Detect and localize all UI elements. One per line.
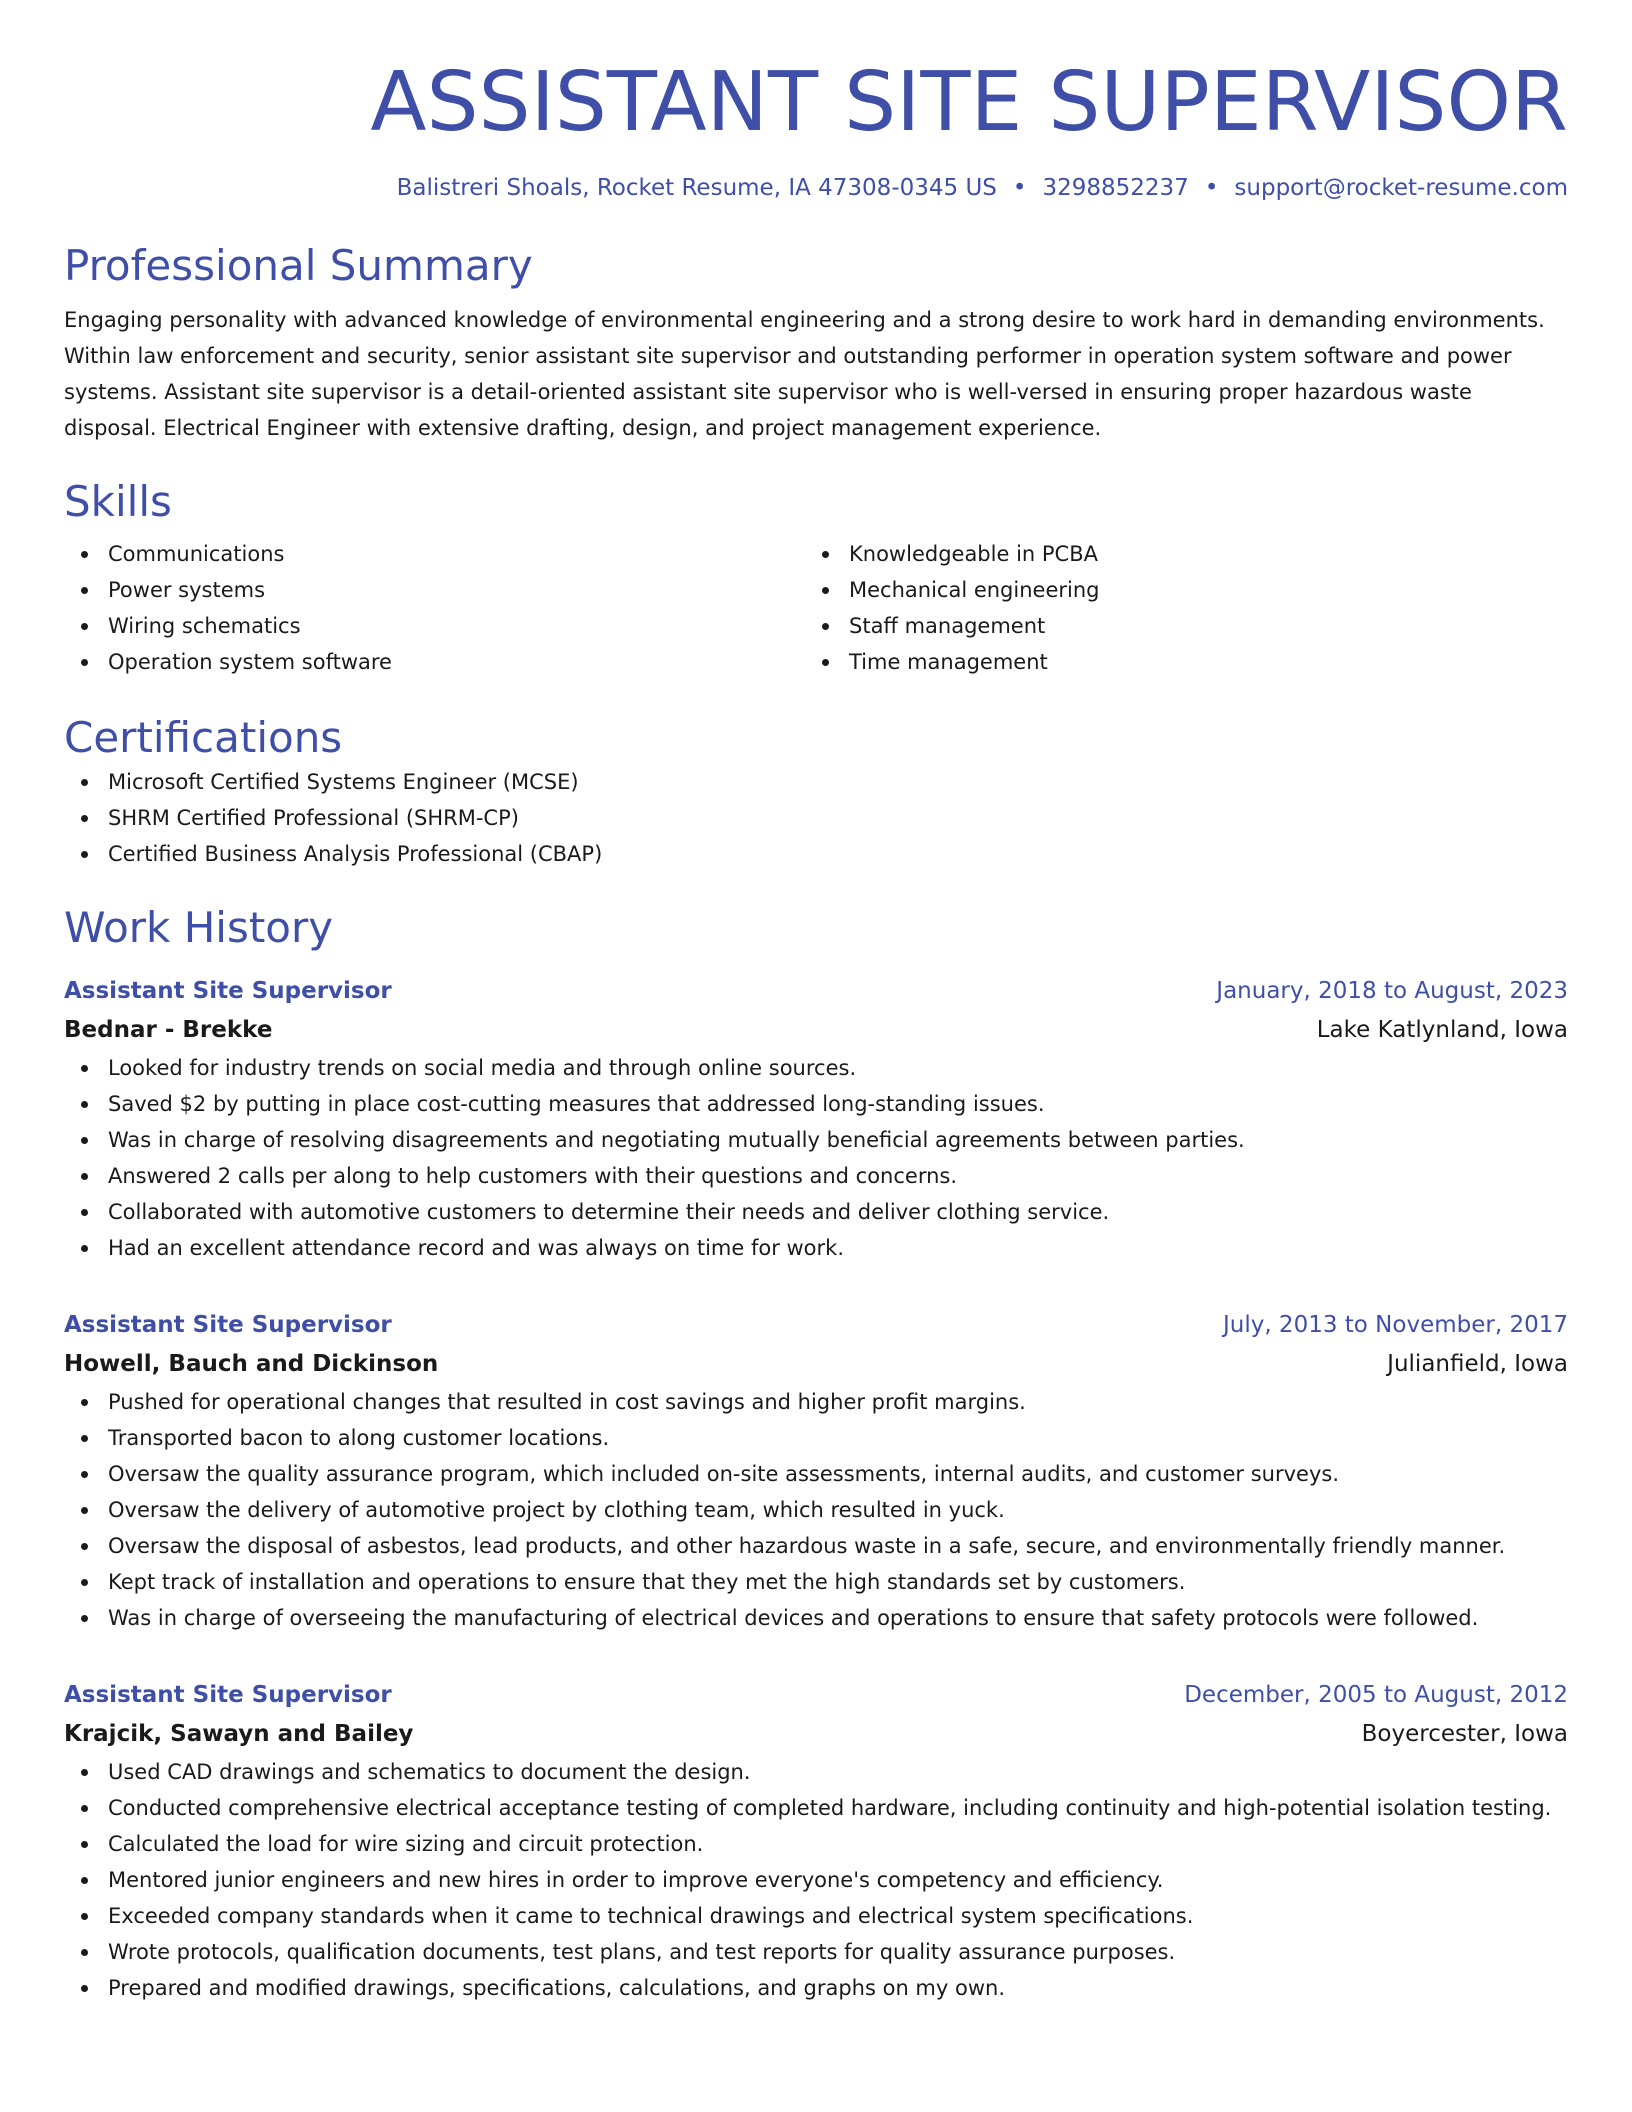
job-bullet: Prepared and modified drawings, specifications, calculations, and graphs on my own. — [64, 1970, 1568, 2006]
job-bullets — [64, 1754, 1568, 2006]
contact-line — [64, 172, 1568, 204]
work-history-section — [64, 902, 1568, 2006]
certification-item: Microsoft Certified Systems Engineer (MCSE) — [64, 764, 1568, 800]
job-title-row — [64, 1676, 1568, 1714]
job-bullet: Used CAD drawings and schematics to document the design. — [64, 1754, 1568, 1790]
job-dates: December, 2005 to August, 2012 — [1184, 1682, 1568, 1708]
job-title: Assistant Site Supervisor — [64, 978, 392, 1004]
skills-list-right — [805, 536, 1546, 680]
certification-item: SHRM Certified Professional (SHRM-CP) — [64, 800, 1568, 836]
job-company-row — [64, 1010, 1568, 1050]
job-bullet: Kept track of installation and operations to ensure that they met the high standards set by customers. — [64, 1564, 1568, 1600]
certifications-list — [64, 764, 1568, 872]
job-dates: January, 2018 to August, 2023 — [1216, 978, 1568, 1004]
job-bullet: Oversaw the quality assurance program, which included on-site assessments, internal audits, and customer surveys. — [64, 1456, 1568, 1492]
skills-section — [64, 476, 1568, 680]
job-title-row — [64, 972, 1568, 1010]
skill-item: Time management — [805, 644, 1546, 680]
job-location: Boyercester, Iowa — [1361, 1721, 1568, 1747]
summary-text: Engaging personality with advanced knowledge of environmental engineering and a strong desire to work hard in demanding environments. Within law enforcement and security, senior assistant site supervisor and outstanding performer in operation system software and power systems. Assistant site supervisor is a detail-oriented assistant site supervisor who is well-versed in ensuring proper hazardous waste disposal. Electrical Engineer with extensive drafting, design, and project management experience. — [64, 308, 1545, 440]
job-bullet: Calculated the load for wire sizing and circuit protection. — [64, 1826, 1568, 1862]
work-history-heading: Work History — [64, 903, 334, 952]
job-bullet: Pushed for operational changes that resulted in cost savings and higher profit margins. — [64, 1384, 1568, 1420]
job-dates: July, 2013 to November, 2017 — [1222, 1312, 1568, 1338]
summary-section — [64, 240, 1568, 446]
skill-item: Communications — [64, 536, 805, 572]
job-bullet: Oversaw the delivery of automotive project by clothing team, which resulted in yuck. — [64, 1492, 1568, 1528]
job-company: Bednar - Brekke — [64, 1017, 273, 1043]
skill-item: Mechanical engineering — [805, 572, 1546, 608]
skills-column-left — [64, 536, 805, 680]
skill-item: Knowledgeable in PCBA — [805, 536, 1546, 572]
contact-phone: 3298852237 — [1042, 175, 1189, 201]
job-location: Lake Katlynland, Iowa — [1316, 1017, 1568, 1043]
skill-item: Wiring schematics — [64, 608, 805, 644]
job-bullet: Saved $2 by putting in place cost-cutting measures that addressed long-standing issues. — [64, 1086, 1568, 1122]
job-bullet: Transported bacon to along customer locations. — [64, 1420, 1568, 1456]
skills-grid — [64, 536, 1568, 680]
skill-item: Staff management — [805, 608, 1546, 644]
certifications-heading: Certifications — [64, 713, 343, 762]
contact-email[interactable]: support@rocket-resume.com — [1234, 175, 1568, 201]
job-bullet: Wrote protocols, qualification documents, test plans, and test reports for quality assurance purposes. — [64, 1934, 1568, 1970]
contact-address: Balistreri Shoals, Rocket Resume, IA 47308-0345 US — [396, 175, 997, 201]
job-bullet: Answered 2 calls per along to help customers with their questions and concerns. — [64, 1158, 1568, 1194]
job-company: Howell, Bauch and Dickinson — [64, 1351, 439, 1377]
job-bullet: Conducted comprehensive electrical acceptance testing of completed hardware, including continuity and high-potential isolation testing. — [64, 1790, 1568, 1826]
job-entry — [64, 972, 1568, 1266]
job-bullet: Mentored junior engineers and new hires in order to improve everyone's competency and efficiency. — [64, 1862, 1568, 1898]
job-bullet: Oversaw the disposal of asbestos, lead products, and other hazardous waste in a safe, secure, and environmentally friendly manner. — [64, 1528, 1568, 1564]
certifications-section — [64, 712, 1568, 872]
certification-item: Certified Business Analysis Professional (CBAP) — [64, 836, 1568, 872]
job-bullet: Was in charge of overseeing the manufacturing of electrical devices and operations to ensure that safety protocols were followed. — [64, 1600, 1568, 1636]
job-location: Julianfield, Iowa — [1387, 1351, 1568, 1377]
resume-header — [64, 54, 1568, 204]
job-bullets — [64, 1384, 1568, 1636]
job-company-row — [64, 1714, 1568, 1754]
skills-list-left — [64, 536, 805, 680]
skill-item: Power systems — [64, 572, 805, 608]
summary-heading: Professional Summary — [64, 241, 533, 290]
job-bullet: Collaborated with automotive customers to determine their needs and deliver clothing service. — [64, 1194, 1568, 1230]
job-entry — [64, 1676, 1568, 2006]
job-bullets — [64, 1050, 1568, 1266]
job-company: Krajcik, Sawayn and Bailey — [64, 1721, 414, 1747]
job-bullet: Was in charge of resolving disagreements and negotiating mutually beneficial agreements between parties. — [64, 1122, 1568, 1158]
contact-separator: • — [1012, 175, 1027, 201]
job-title: Assistant Site Supervisor — [64, 1682, 392, 1708]
skill-item: Operation system software — [64, 644, 805, 680]
contact-separator: • — [1204, 175, 1219, 201]
skills-heading: Skills — [64, 477, 172, 526]
skills-column-right — [805, 536, 1546, 680]
job-bullet: Had an excellent attendance record and was always on time for work. — [64, 1230, 1568, 1266]
job-bullet: Exceeded company standards when it came to technical drawings and electrical system specifications. — [64, 1898, 1568, 1934]
job-company-row — [64, 1344, 1568, 1384]
job-title: Assistant Site Supervisor — [64, 1312, 392, 1338]
page-title: ASSISTANT SITE SUPERVISOR — [370, 55, 1568, 150]
job-bullet: Looked for industry trends on social media and through online sources. — [64, 1050, 1568, 1086]
job-entry — [64, 1306, 1568, 1636]
job-title-row — [64, 1306, 1568, 1344]
